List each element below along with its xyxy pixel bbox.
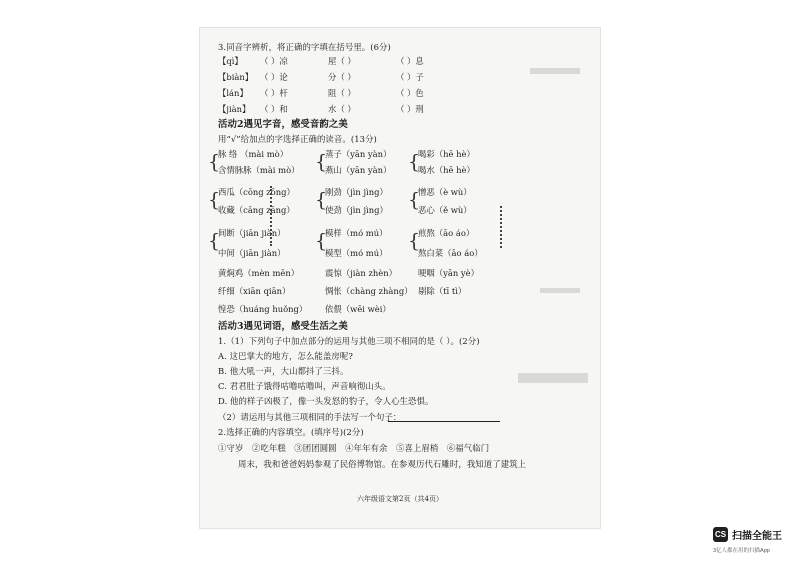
- brace: {: [408, 151, 421, 173]
- blank-cell: （ ）子: [396, 72, 424, 82]
- pinyin-label: 【biàn】: [218, 72, 254, 82]
- reading-item: 模样（mó mú）: [325, 228, 388, 238]
- reading-item: 含情脉脉（mài mò）: [218, 165, 300, 175]
- reading-item: 间断（jiān jiàn）: [218, 228, 286, 238]
- reading-item: 剔除（tī tì）: [418, 286, 467, 296]
- pinyin-label: 【lán】: [218, 88, 248, 98]
- blank-cell: 水（ ）: [328, 104, 356, 114]
- reading-item: 恶心（ě wù）: [418, 205, 472, 215]
- brace: {: [208, 189, 221, 211]
- option-d: D. 他的样子凶极了，像一头发怒的豹子，令人心生恐惧。: [218, 396, 434, 406]
- exam-page: [200, 28, 600, 528]
- blank-cell: （ ）杆: [260, 88, 288, 98]
- watermark-subtitle: 3亿人都在用的扫描App: [713, 548, 770, 554]
- reading-item: 哽咽（yān yè）: [418, 268, 479, 278]
- q3-heading: 3.同音字辨析，将正确的字填在括号里。(6分): [218, 42, 391, 52]
- passage-text: 周末，我和爸爸妈妈参观了民俗博物馆。在参观历代石雕时，我知道了建筑上: [238, 459, 527, 469]
- blank-cell: （ ）和: [260, 104, 288, 114]
- scan-artifact: [540, 288, 580, 293]
- reading-item: 震惊（jiàn zhèn）: [325, 268, 397, 278]
- activity3-q1: 1.（1）下列句子中加点部分的运用与其他三项不相同的是（ ）。(2分): [218, 336, 480, 346]
- reading-item: 憎恶（è wù）: [418, 187, 472, 197]
- reading-item: 纤细（xiān qiān）: [218, 286, 291, 296]
- reading-item: 蒸子（yān yàn）: [325, 149, 392, 159]
- reading-item: 惶恐（huáng huǒng）: [218, 304, 308, 314]
- camscanner-logo-icon: CS: [713, 527, 728, 542]
- reading-item: 黄焖鸡（mèn mēn）: [218, 268, 300, 278]
- pinyin-label: 【jiàn】: [218, 104, 251, 114]
- activity3-q1b: （2）请运用与其他三项相同的手法写一个句子：: [218, 412, 402, 422]
- reading-item: 喝彩（hē hè）: [418, 149, 475, 159]
- scan-artifact: [530, 68, 580, 74]
- scan-artifact: [270, 186, 274, 246]
- activity3-q2: 2.选择正确的内容填空。(填序号)(2分): [218, 427, 364, 437]
- watermark-name: 扫描全能王: [732, 531, 782, 542]
- activity2-instruction: 用“√”给加点的字选择正确的读音。(13分): [218, 134, 377, 144]
- reading-item: 煎熬（āo áo）: [418, 228, 475, 238]
- scan-artifact: [518, 373, 588, 383]
- answer-line: [388, 421, 500, 422]
- brace: {: [408, 230, 421, 252]
- pinyin-label: 【qì】: [218, 56, 243, 66]
- brace: {: [315, 230, 328, 252]
- blank-cell: 屋（ ）: [328, 56, 356, 66]
- blank-cell: 阻（ ）: [328, 88, 356, 98]
- reading-item: 使劲（jìn jìng）: [325, 205, 388, 215]
- activity2-title: 活动2遇见字音，感受音韵之美: [218, 119, 348, 130]
- brace: {: [408, 189, 421, 211]
- blank-cell: 分（ ）: [328, 72, 356, 82]
- reading-item: 中间（jiān jiàn）: [218, 248, 286, 258]
- brace: {: [315, 151, 328, 173]
- blank-cell: （ ）刑: [396, 104, 424, 114]
- blank-cell: （ ）色: [396, 88, 424, 98]
- blank-cell: （ ）息: [396, 56, 424, 66]
- scan-artifact: [500, 206, 504, 248]
- reading-item: 脉 络 （mài mò）: [218, 149, 289, 159]
- reading-item: 惆怅（chàng zhàng）: [325, 286, 413, 296]
- option-c: C. 君君肚子饿得咕噜咕噜叫，声音响彻山头。: [218, 381, 391, 391]
- reading-item: 熬白菜（āo áo）: [418, 248, 483, 258]
- activity3-title: 活动3遇见词语，感受生活之美: [218, 321, 348, 332]
- choice-list: ①守岁 ②吃年糕 ③团团圆圆 ④年年有余 ⑤喜上眉梢 ⑥福气临门: [218, 443, 490, 453]
- reading-item: 西瓜（cōng zōng）: [218, 187, 295, 197]
- reading-item: 收藏（cāng zāng）: [218, 205, 295, 215]
- option-a: A. 这巴掌大的地方，怎么能盖房呢?: [218, 351, 353, 361]
- brace: {: [315, 189, 328, 211]
- blank-cell: （ ）论: [260, 72, 288, 82]
- reading-item: 模型（mó mú）: [325, 248, 388, 258]
- option-b: B. 他大吼一声，大山都抖了三抖。: [218, 366, 349, 376]
- brace: {: [208, 230, 221, 252]
- page-footer: 六年级语文第2页（共4页）: [357, 495, 443, 503]
- blank-cell: （ ）凉: [260, 56, 288, 66]
- reading-item: 燕山（yān yàn）: [325, 165, 392, 175]
- reading-item: 依偎（wēi wèi）: [325, 304, 391, 314]
- reading-item: 喝水（hē hè）: [418, 165, 475, 175]
- reading-item: 刚劲（jìn jìng）: [325, 187, 388, 197]
- brace: {: [208, 151, 221, 173]
